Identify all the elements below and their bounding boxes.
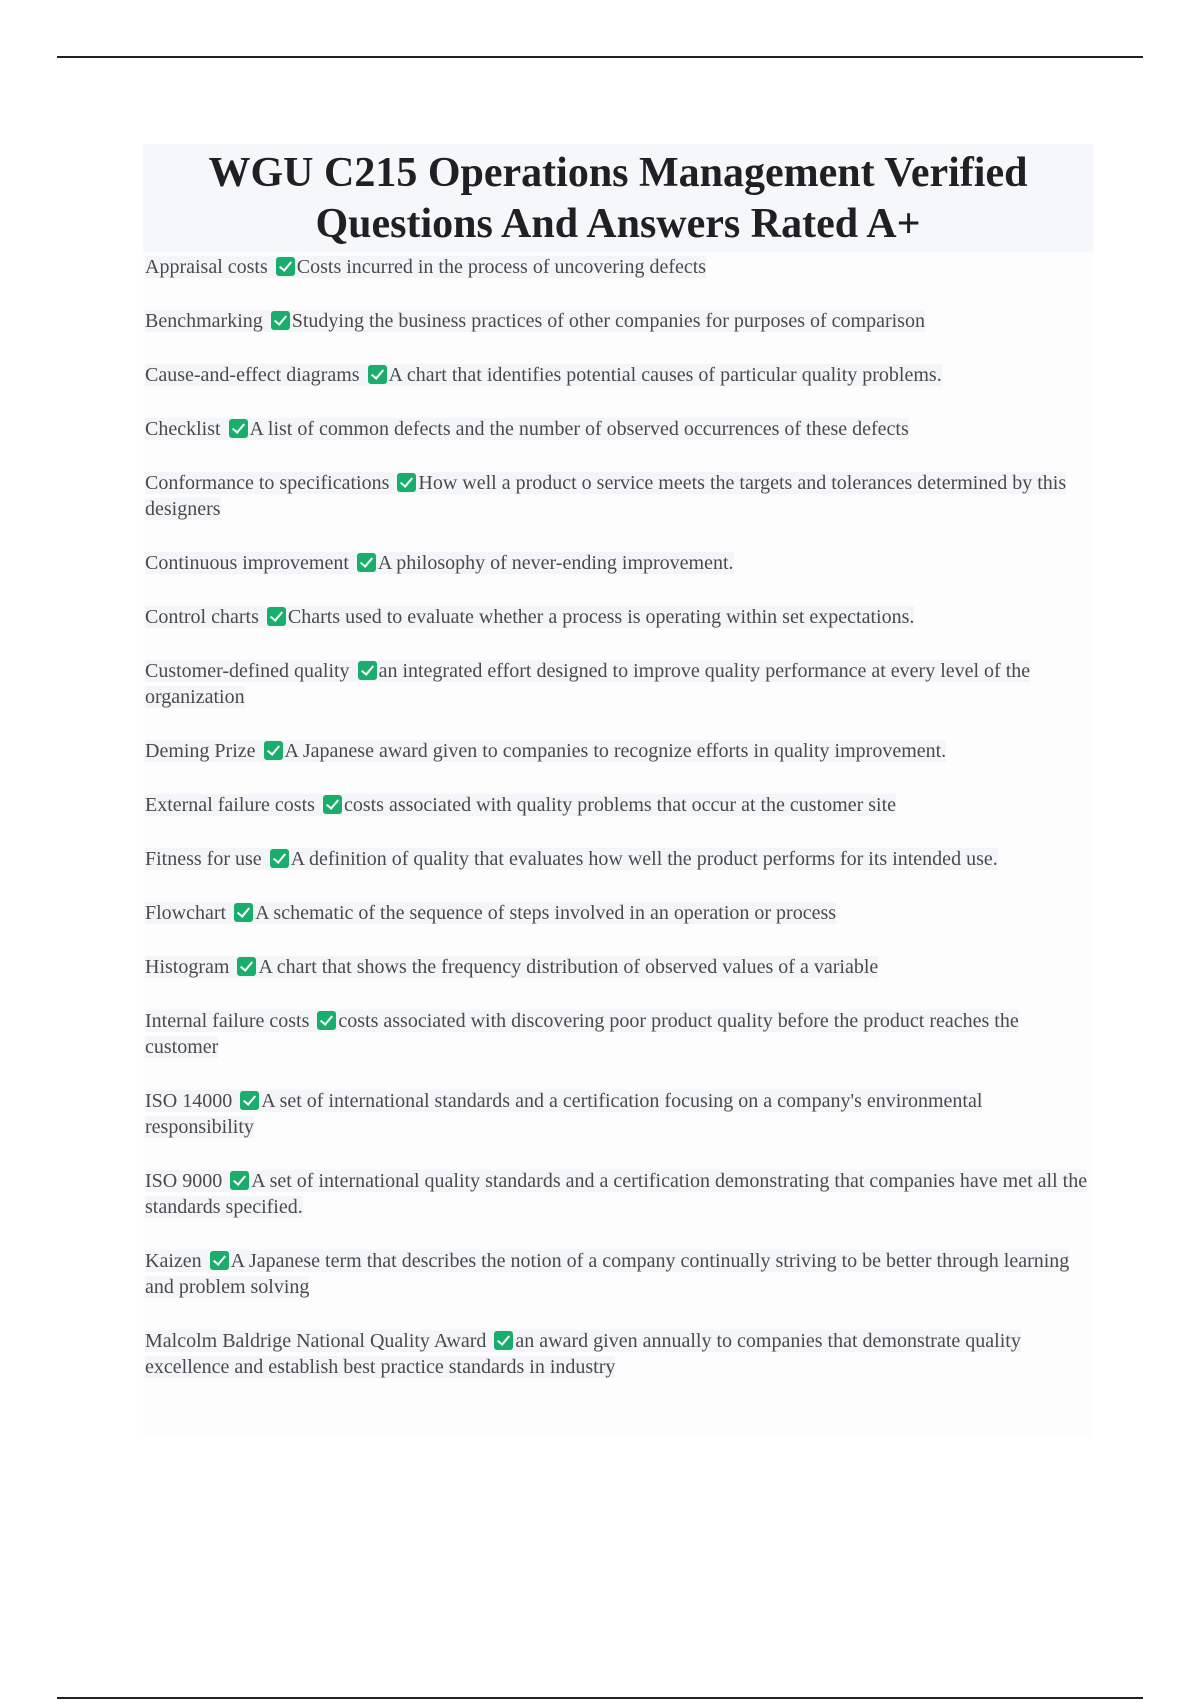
document-title: WGU C215 Operations Management Verified Questions And Answers Rated A+ [208, 150, 1028, 247]
check-icon [358, 661, 377, 680]
definition: Charts used to evaluate whether a process is operating within set expectations. [287, 606, 915, 628]
term: Kaizen [145, 1250, 202, 1272]
term: Appraisal costs [145, 256, 268, 278]
term: Continuous improvement [145, 552, 349, 574]
list-item [145, 308, 1093, 334]
term: Customer-defined quality [145, 660, 350, 682]
list-item [145, 416, 1093, 442]
term: Flowchart [145, 902, 227, 924]
list-item [145, 362, 1093, 388]
definition: How well a product o service meets the targets and tolerances determined by this designers [145, 472, 1067, 520]
term: Control charts [145, 606, 259, 628]
bottom-rule [57, 1697, 1143, 1699]
definition: A set of international standards and a certification focusing on a company's environmental responsibility [145, 1090, 983, 1138]
definition: A list of common defects and the number of observed occurrences of these defects [249, 418, 909, 440]
term: Internal failure costs [145, 1010, 310, 1032]
term: ISO 9000 [145, 1170, 223, 1192]
check-icon [270, 849, 289, 868]
definition: A Japanese award given to companies to recognize efforts in quality improvement. [284, 740, 947, 762]
qa-text [145, 848, 998, 870]
qa-text [145, 1090, 982, 1138]
qa-text [145, 472, 1066, 520]
definition: A philosophy of never-ending improvement. [377, 552, 734, 574]
list-item [145, 738, 1093, 764]
qa-text [145, 364, 942, 386]
definition: an award given annually to companies that demonstrate quality excellence and establish best practice standards in industry [145, 1330, 1021, 1378]
qa-text [145, 418, 909, 440]
check-icon [234, 903, 253, 922]
qa-text [145, 552, 734, 574]
check-icon [317, 1011, 336, 1030]
qa-list [143, 254, 1093, 1438]
document-content [143, 144, 1093, 1438]
term: Fitness for use [145, 848, 262, 870]
term: External failure costs [145, 794, 315, 816]
definition: A set of international quality standards and a certification demonstrating that companies have met all the standards specified. [145, 1170, 1088, 1218]
list-item [145, 1328, 1093, 1380]
list-item [145, 1248, 1093, 1300]
list-item [145, 1088, 1093, 1140]
term: Cause-and-effect diagrams [145, 364, 360, 386]
list-item [145, 550, 1093, 576]
qa-text [145, 1010, 1019, 1058]
check-icon [368, 365, 387, 384]
check-icon [210, 1251, 229, 1270]
title-box [143, 144, 1093, 252]
check-icon [267, 607, 286, 626]
definition: A chart that shows the frequency distribution of observed values of a variable [258, 956, 879, 978]
list-item [145, 604, 1093, 630]
check-icon [276, 257, 295, 276]
qa-text [145, 1170, 1087, 1218]
check-icon [323, 795, 342, 814]
check-icon [397, 473, 416, 492]
qa-text [145, 660, 1030, 708]
qa-text [145, 1250, 1069, 1298]
qa-text [145, 606, 914, 628]
definition: costs associated with quality problems that occur at the customer site [343, 794, 897, 816]
list-item [145, 1168, 1093, 1220]
qa-text [145, 256, 706, 278]
check-icon [237, 957, 256, 976]
check-icon [240, 1091, 259, 1110]
check-icon [494, 1331, 513, 1350]
definition: Studying the business practices of other companies for purposes of comparison [291, 310, 925, 332]
term: ISO 14000 [145, 1090, 233, 1112]
definition: A chart that identifies potential causes of particular quality problems. [388, 364, 942, 386]
term: Benchmarking [145, 310, 263, 332]
top-rule [57, 56, 1143, 58]
check-icon [357, 553, 376, 572]
definition: A definition of quality that evaluates how well the product performs for its intended use. [290, 848, 998, 870]
list-item [145, 900, 1093, 926]
check-icon [271, 311, 290, 330]
list-item [145, 954, 1093, 980]
qa-text [145, 956, 878, 978]
term: Histogram [145, 956, 230, 978]
check-icon [264, 741, 283, 760]
term: Malcolm Baldrige National Quality Award [145, 1330, 487, 1352]
check-icon [230, 1171, 249, 1190]
check-icon [229, 419, 248, 438]
definition: A schematic of the sequence of steps involved in an operation or process [255, 902, 837, 924]
list-item [145, 658, 1093, 710]
qa-text [145, 902, 836, 924]
qa-text [145, 1330, 1021, 1378]
term: Conformance to specifications [145, 472, 390, 494]
definition: costs associated with discovering poor product quality before the product reaches the customer [145, 1010, 1019, 1058]
definition: an integrated effort designed to improve quality performance at every level of the organization [145, 660, 1031, 708]
qa-text [145, 740, 946, 762]
term: Deming Prize [145, 740, 256, 762]
qa-text [145, 310, 925, 332]
list-item [145, 254, 1093, 280]
list-item [145, 1008, 1093, 1060]
list-item [145, 470, 1093, 522]
definition: Costs incurred in the process of uncovering defects [296, 256, 707, 278]
qa-text [145, 794, 896, 816]
term: Checklist [145, 418, 221, 440]
list-item [145, 792, 1093, 818]
list-item [145, 846, 1093, 872]
definition: A Japanese term that describes the notion of a company continually striving to be better through learning and problem solving [145, 1250, 1070, 1298]
